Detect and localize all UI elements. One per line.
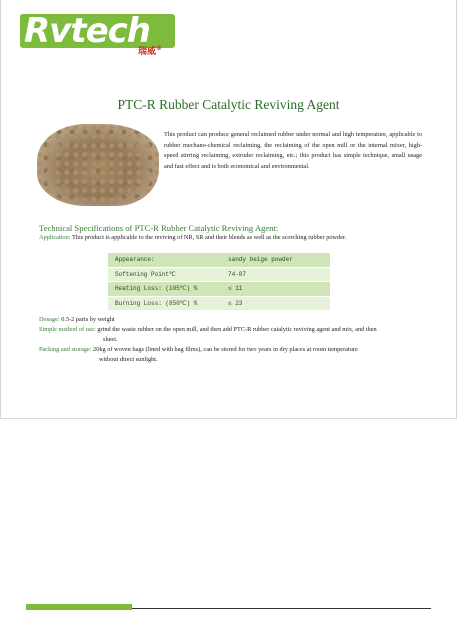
table-row [108,296,330,310]
application-line [39,234,439,241]
method-line [39,325,429,335]
page-border-left [0,0,1,418]
spec-value: sandy beige powder [204,253,330,267]
method-line-continued: sheet. [103,336,118,343]
dosage-label: Dosage: [39,316,60,323]
page-border-bottom [0,418,457,419]
logo-registered-mark: ® [156,45,163,52]
spec-value: ≤ 23 [204,296,330,310]
footer-accent-bar [26,604,132,610]
logo-cn-text: 瑞威 [138,47,157,57]
spec-label: Heating Loss: (105℃) % [108,282,204,297]
table-row [108,267,330,282]
usage-notes [39,315,429,365]
logo-brand-text: Rvtech [24,11,151,51]
spec-label: Appearance: [108,253,204,267]
method-text: grind the waste rubber on the open mill, and then add PTC-R rubber catalytic reviving agent and mix, and then [95,326,377,333]
page-title: PTC-R Rubber Catalytic Reviving Agent [117,97,340,112]
logo-chinese-name [138,44,162,57]
packing-label: Packing and storage: [39,346,92,353]
dosage-text: 0.5-2 parts by weight [59,316,115,323]
brand-logo [20,11,180,57]
method-label: Simple method of use: [39,326,96,333]
packing-text: 20kg of woven bags (lined with bag films), can be stored for two years in dry places at room temperature [91,346,358,353]
spec-heading: Technical Specifications of PTC-R Rubber Catalytic Reviving Agent: [39,223,279,233]
application-label: Application: [39,234,71,241]
spec-value: 74-87 [204,267,330,282]
dosage-line [39,315,429,325]
spec-value: ≤ 11 [204,282,330,297]
table-row [108,253,330,267]
spec-label: Softening Point℃ [108,267,204,282]
spec-table [108,253,330,310]
table-row [108,282,330,297]
application-text: This product is applicable to the reviving of NR, SR and their blends as well as the scorching rubber powder. [70,234,347,241]
spec-label: Burning Loss: (850℃) % [108,296,204,310]
packing-line [39,345,429,355]
packing-line-continued: without direct sunlight. [99,356,158,363]
product-intro: This product can produce general reclaimed rubber under normal and high temperature, applicable to rubber mechano-chemical reclaiming, the reclaiming of the open mill or the internal mixer, high-speed stirring reclaiming, extruder reclaiming, etc.; this product has simple technique, small usage and fast effect and is both economical and environmental. [164,131,422,170]
product-powder-image [37,124,159,206]
